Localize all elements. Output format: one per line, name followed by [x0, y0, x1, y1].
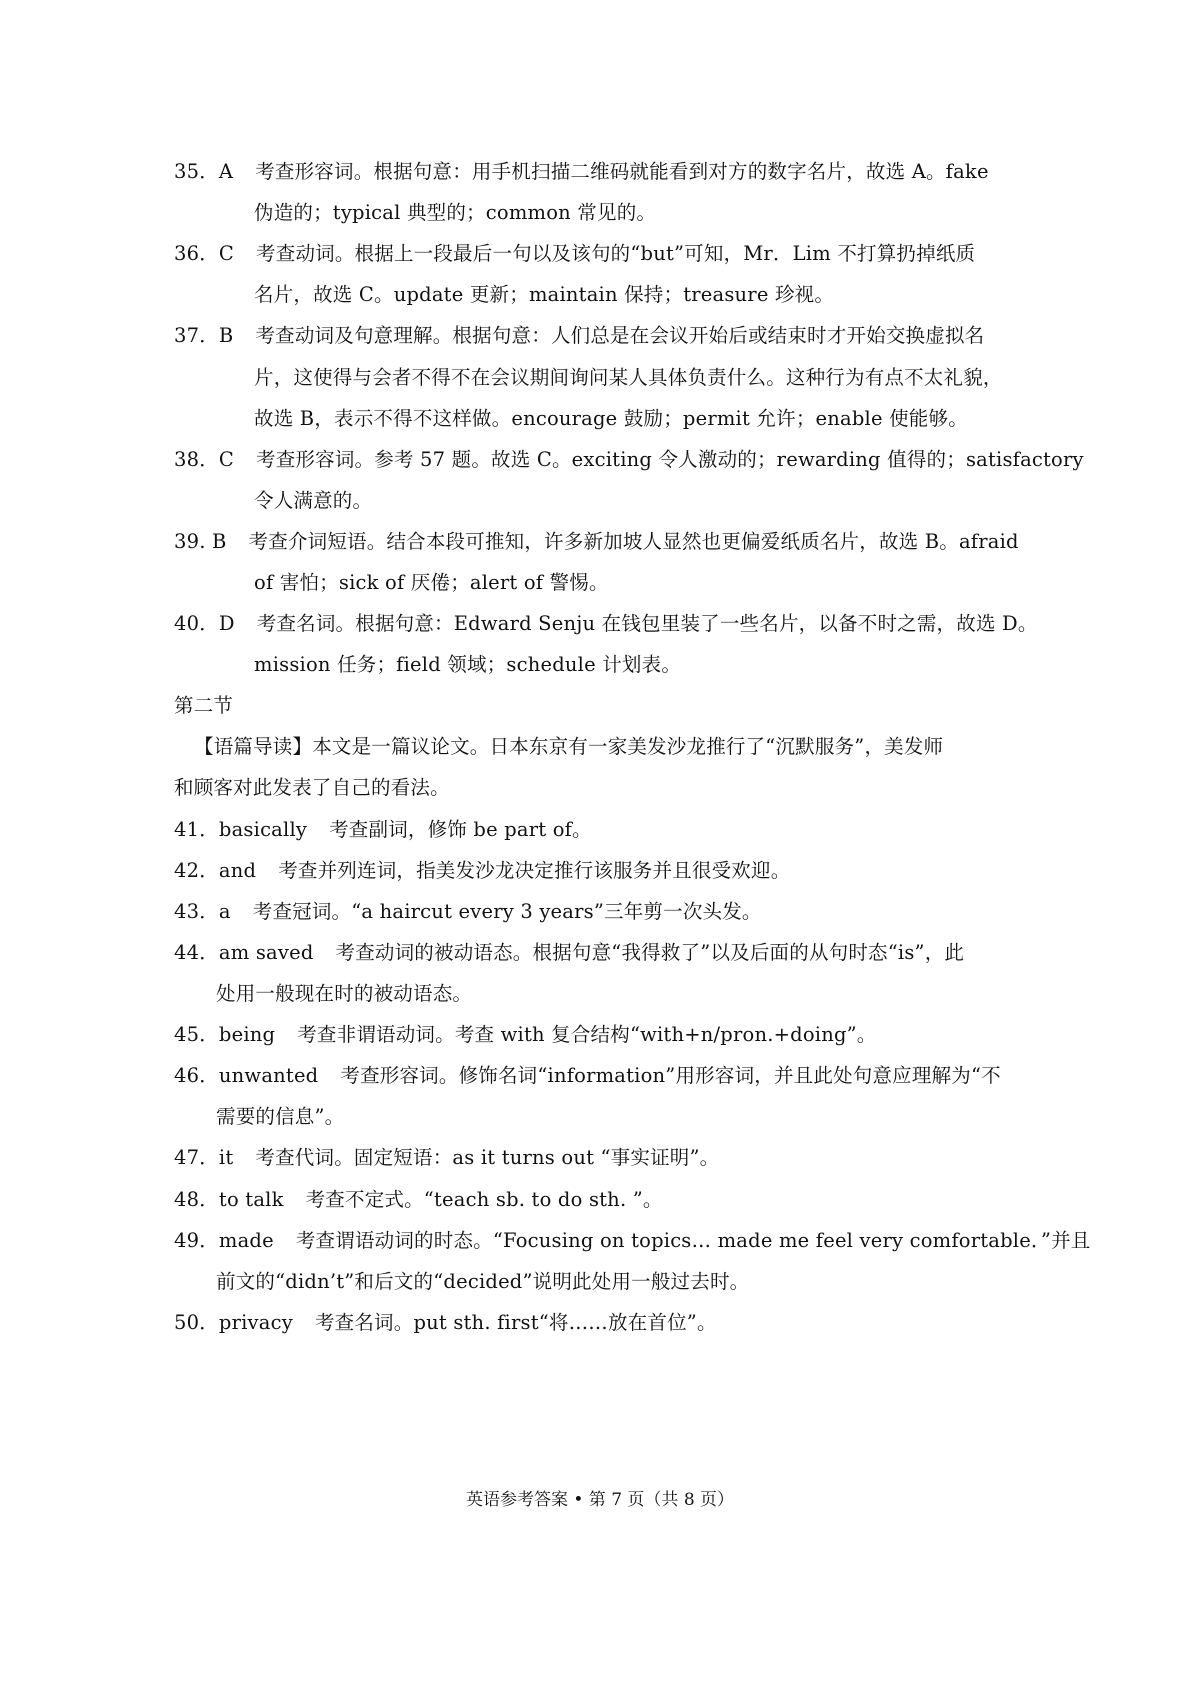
answer-46: [174, 1062, 1034, 1090]
section-title: 第二节: [174, 694, 234, 717]
answer-explanation: 考查形容词。参考 57 题。故选 C。exciting 令人激动的；rewarding 值得的；satisfactory: [256, 448, 1084, 471]
answer-word: 47．it: [174, 1146, 234, 1169]
answer-word: 41．basically: [174, 818, 308, 841]
answer-49: [174, 1227, 1091, 1255]
answer-explanation: 考查动词。根据上一段最后一句以及该句的“but”可知，Mr．Lim 不打算扔掉纸质: [256, 242, 976, 265]
answer-37-continuation: 片，这使得与会者不得不在会议期间询问某人具体负责什么。这种行为有点不太礼貌，: [254, 366, 1003, 389]
answer-number: 37．B: [174, 324, 234, 347]
answer-explanation: 考查非谓语动词。考查 with 复合结构“with+n/pron.+doing”。: [297, 1023, 877, 1046]
answer-explanation: 考查副词，修饰 be part of。: [329, 818, 592, 841]
answer-number: 40．D: [174, 612, 235, 635]
answer-explanation: 考查动词的被动语态。根据句意“我得救了”以及后面的从句时态“is”，此: [335, 941, 965, 964]
answer-40-continuation: mission 任务；field 领域；schedule 计划表。: [254, 653, 682, 676]
answer-explanation: 考查动词及句意理解。根据句意：人们总是在会议开始后或结束时才开始交换虚拟名: [255, 324, 985, 347]
answer-word: 44．am saved: [174, 941, 314, 964]
answer-explanation: 考查形容词。根据句意：用手机扫描二维码就能看到对方的数字名片，故选 A。fake: [255, 160, 989, 183]
answer-word: 50．privacy: [174, 1311, 293, 1334]
answer-explanation: 考查介词短语。结合本段可推知，许多新加坡人显然也更偏爱纸质名片，故选 B。afraid: [248, 530, 1019, 553]
answer-explanation: 考查形容词。修饰名词“information”用形容词，并且此处句意应理解为“不: [340, 1064, 1001, 1087]
answer-44-continuation: 处用一般现在时的被动语态。: [216, 982, 473, 1005]
answer-36-continuation: 名片，故选 C。update 更新；maintain 保持；treasure 珍视。: [254, 283, 835, 306]
answer-explanation: 考查并列连词，指美发沙龙决定推行该服务并且很受欢迎。: [278, 859, 791, 882]
answer-42: [174, 857, 1034, 885]
answer-number: 38．C: [174, 448, 235, 471]
answer-word: 42．and: [174, 859, 257, 882]
answer-35-continuation: 伪造的；typical 典型的；common 常见的。: [254, 201, 657, 224]
answer-explanation: 考查代词。固定短语：as it turns out “事实证明”。: [255, 1146, 720, 1169]
answer-explanation: 考查名词。put sth. first“将……放在首位”。: [314, 1311, 717, 1334]
answer-number: 39. B: [174, 530, 227, 553]
answer-36: [174, 240, 1034, 268]
answer-word: 43．a: [174, 900, 231, 923]
answer-37: [174, 322, 1034, 350]
answer-48: [174, 1186, 1034, 1214]
answer-37-continuation-b: 故选 B，表示不得不这样做。encourage 鼓励；permit 允许；enable 使能够。: [254, 407, 968, 430]
page-footer: 英语参考答案 • 第 7 页（共 8 页）: [465, 1490, 735, 1510]
answer-explanation: 考查名词。根据句意：Edward Senju 在钱包里装了一些名片，以备不时之需，故选 D。: [256, 612, 1038, 635]
answer-word: 45．being: [174, 1023, 276, 1046]
answer-word: 49．made: [174, 1229, 274, 1252]
answer-43: [174, 898, 1034, 926]
answer-38: [174, 446, 1084, 474]
answer-45: [174, 1021, 1034, 1049]
answer-38-continuation: 令人满意的。: [254, 489, 373, 512]
answer-39: [174, 528, 1034, 556]
answer-number: 36．C: [174, 242, 235, 265]
answer-47: [174, 1144, 1034, 1172]
answer-50: [174, 1309, 1034, 1337]
answer-35: [174, 158, 1034, 186]
answer-41: [174, 816, 1034, 844]
answer-49-continuation: 前文的“didn’t”和后文的“decided”说明此处用一般过去时。: [216, 1270, 750, 1293]
answer-number: 35．A: [174, 160, 234, 183]
reading-guide: 【语篇导读】本文是一篇议论文。日本东京有一家美发沙龙推行了“沉默服务”，美发师: [194, 735, 944, 758]
answer-explanation: 考查冠词。“a haircut every 3 years”三年剪一次头发。: [252, 900, 762, 923]
reading-guide-continuation: 和顾客对此发表了自己的看法。: [174, 776, 450, 799]
answer-39-continuation: of 害怕；sick of 厌倦；alert of 警惕。: [254, 571, 609, 594]
answer-word: 48．to talk: [174, 1188, 284, 1211]
answer-word: 46．unwanted: [174, 1064, 319, 1087]
answer-explanation: 考查不定式。“teach sb. to do sth. ”。: [305, 1188, 663, 1211]
answer-explanation: 考查谓语动词的时态。“Focusing on topics… made me feel very comfortable．”并且: [295, 1229, 1091, 1252]
answer-44: [174, 939, 1034, 967]
answer-46-continuation: 需要的信息”。: [216, 1105, 345, 1128]
answer-40: [174, 610, 1038, 638]
